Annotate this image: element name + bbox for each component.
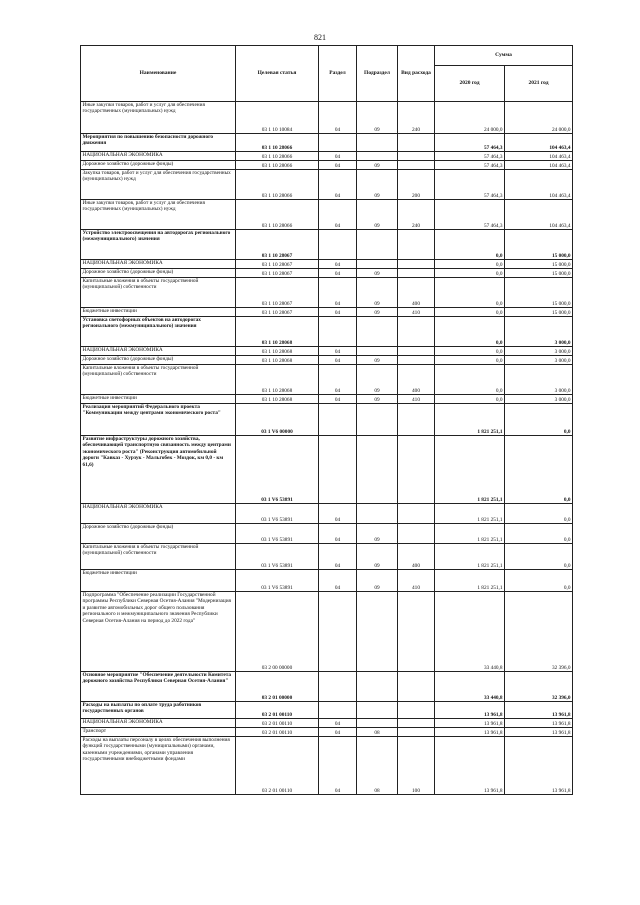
row-article: 03 2 01 00110 xyxy=(236,737,319,795)
row-expense-type xyxy=(398,436,435,504)
row-section: 04 xyxy=(319,347,357,356)
row-expense-type xyxy=(398,356,435,365)
row-amount-2020: 0,0 xyxy=(435,278,505,308)
row-expense-type xyxy=(398,230,435,260)
row-amount-2020: 57 464,3 xyxy=(435,152,505,161)
row-name: Дорожное хозяйство (дорожные фонды) xyxy=(81,269,236,278)
row-article: 03 1 V6 00000 xyxy=(236,404,319,436)
row-amount-2021: 24 000,0 xyxy=(505,102,573,134)
row-name: Основное мероприятие "Обеспечение деятельности Комитета дорожного хозяйства Республики Северная Осетия-Алания" xyxy=(81,672,236,702)
row-expense-type xyxy=(398,260,435,269)
row-expense-type: 100 xyxy=(398,737,435,795)
row-section xyxy=(319,702,357,719)
header-sum: Сумма xyxy=(435,46,573,66)
row-expense-type: 410 xyxy=(398,395,435,404)
row-section: 04 xyxy=(319,395,357,404)
row-subsection: 09 xyxy=(357,278,398,308)
header-section: Раздел xyxy=(319,46,357,102)
row-amount-2021: 15 000,0 xyxy=(505,308,573,317)
row-amount-2021: 0,0 xyxy=(505,570,573,592)
row-name: Установка светофорных объектов на автодорогах регионального (межмуниципального) значения xyxy=(81,317,236,347)
page-number: 821 xyxy=(314,33,326,42)
row-article: 03 1 10 10084 xyxy=(236,102,319,134)
row-amount-2020: 57 464,3 xyxy=(435,161,505,170)
row-amount-2020: 33 440,8 xyxy=(435,592,505,672)
row-amount-2020: 24 000,0 xyxy=(435,102,505,134)
table-row xyxy=(81,395,573,404)
row-article: 03 2 01 00110 xyxy=(236,728,319,737)
row-subsection: 08 xyxy=(357,728,398,737)
row-section xyxy=(319,592,357,672)
row-amount-2020: 57 464,3 xyxy=(435,200,505,230)
row-amount-2021: 0,0 xyxy=(505,404,573,436)
row-subsection: 09 xyxy=(357,102,398,134)
row-subsection: 09 xyxy=(357,161,398,170)
row-amount-2021: 0,0 xyxy=(505,504,573,524)
table-row xyxy=(81,356,573,365)
row-amount-2020: 0,0 xyxy=(435,308,505,317)
row-article: 03 2 01 00000 xyxy=(236,672,319,702)
row-article: 03 1 V6 53891 xyxy=(236,524,319,544)
row-expense-type xyxy=(398,404,435,436)
row-amount-2020: 0,0 xyxy=(435,260,505,269)
row-amount-2021: 3 000,0 xyxy=(505,317,573,347)
row-article: 03 1 10 28067 xyxy=(236,269,319,278)
row-article: 03 1 10 28066 xyxy=(236,200,319,230)
table-row xyxy=(81,728,573,737)
table-body xyxy=(81,102,573,795)
row-amount-2020: 13 961,8 xyxy=(435,702,505,719)
row-amount-2020: 0,0 xyxy=(435,317,505,347)
row-amount-2021: 3 000,0 xyxy=(505,347,573,356)
row-name: Капитальные вложения в объекты государственной (муниципальной) собственности xyxy=(81,544,236,570)
row-name: Расходы на выплаты по оплате труда работников государственных органов xyxy=(81,702,236,719)
table-row xyxy=(81,570,573,592)
row-subsection xyxy=(357,719,398,728)
row-amount-2020: 1 821 251,1 xyxy=(435,404,505,436)
row-expense-type xyxy=(398,134,435,152)
row-name: НАЦИОНАЛЬНАЯ ЭКОНОМИКА xyxy=(81,347,236,356)
row-amount-2020: 13 961,8 xyxy=(435,719,505,728)
row-amount-2021: 104 463,4 xyxy=(505,170,573,200)
row-name: Расходы на выплаты персоналу в целях обеспечения выполнения функций государственными (муниципальными) органами, казенными учреждениями, органами управления государственными внебюджетными фондами xyxy=(81,737,236,795)
row-section: 04 xyxy=(319,544,357,570)
row-name: НАЦИОНАЛЬНАЯ ЭКОНОМИКА xyxy=(81,260,236,269)
table-row xyxy=(81,702,573,719)
row-subsection: 09 xyxy=(357,269,398,278)
row-amount-2020: 0,0 xyxy=(435,230,505,260)
row-name: Бюджетные инвестиции xyxy=(81,570,236,592)
row-expense-type: 400 xyxy=(398,544,435,570)
row-section xyxy=(319,134,357,152)
row-section: 04 xyxy=(319,152,357,161)
row-expense-type xyxy=(398,524,435,544)
row-article: 03 1 10 28067 xyxy=(236,308,319,317)
row-article: 03 1 V6 53891 xyxy=(236,570,319,592)
row-section xyxy=(319,317,357,347)
row-expense-type: 410 xyxy=(398,308,435,317)
row-amount-2021: 3 000,0 xyxy=(505,356,573,365)
row-amount-2020: 0,0 xyxy=(435,269,505,278)
table-row xyxy=(81,152,573,161)
table-row xyxy=(81,347,573,356)
row-name: Устройство электроосвещения на автодорогах регионального (межмуниципального) значения xyxy=(81,230,236,260)
row-article: 03 1 10 28066 xyxy=(236,134,319,152)
row-name: НАЦИОНАЛЬНАЯ ЭКОНОМИКА xyxy=(81,504,236,524)
row-subsection xyxy=(357,152,398,161)
table-row xyxy=(81,230,573,260)
table-row xyxy=(81,308,573,317)
row-amount-2021: 32 396,0 xyxy=(505,672,573,702)
table-row xyxy=(81,719,573,728)
row-amount-2020: 0,0 xyxy=(435,356,505,365)
row-expense-type: 410 xyxy=(398,570,435,592)
table-row xyxy=(81,504,573,524)
row-subsection: 09 xyxy=(357,524,398,544)
row-name: Транспорт xyxy=(81,728,236,737)
row-amount-2020: 13 961,8 xyxy=(435,737,505,795)
row-amount-2020: 1 821 251,1 xyxy=(435,524,505,544)
row-article: 03 1 10 28066 xyxy=(236,152,319,161)
row-amount-2021: 15 000,0 xyxy=(505,230,573,260)
row-section: 04 xyxy=(319,260,357,269)
row-amount-2021: 13 961,8 xyxy=(505,737,573,795)
row-subsection: 09 xyxy=(357,570,398,592)
row-expense-type: 240 xyxy=(398,102,435,134)
table-row xyxy=(81,170,573,200)
row-article: 03 1 10 28067 xyxy=(236,278,319,308)
row-subsection xyxy=(357,317,398,347)
header-article: Целевая статья xyxy=(236,46,319,102)
header-expense-type: Вид расхода xyxy=(398,46,435,102)
row-article: 03 1 10 28068 xyxy=(236,317,319,347)
table-row xyxy=(81,102,573,134)
table-row xyxy=(81,200,573,230)
row-subsection: 09 xyxy=(357,308,398,317)
table-row xyxy=(81,365,573,395)
row-subsection xyxy=(357,592,398,672)
row-expense-type xyxy=(398,347,435,356)
row-expense-type: 240 xyxy=(398,200,435,230)
row-subsection xyxy=(357,230,398,260)
row-name: Реализация мероприятий Федерального проекта "Коммуникации между центрами экономического роста" xyxy=(81,404,236,436)
row-subsection: 09 xyxy=(357,356,398,365)
row-article: 03 1 V6 53891 xyxy=(236,504,319,524)
table-row xyxy=(81,524,573,544)
table-row xyxy=(81,737,573,795)
row-subsection xyxy=(357,436,398,504)
row-amount-2020: 57 464,3 xyxy=(435,170,505,200)
row-section xyxy=(319,404,357,436)
row-name: Иные закупки товаров, работ и услуг для обеспечения государственных (муниципальных) нужд xyxy=(81,102,236,134)
row-name: Дорожное хозяйство (дорожные фонды) xyxy=(81,356,236,365)
row-subsection xyxy=(357,347,398,356)
row-amount-2021: 104 463,4 xyxy=(505,134,573,152)
row-section xyxy=(319,672,357,702)
row-article: 03 1 10 28068 xyxy=(236,365,319,395)
row-subsection xyxy=(357,702,398,719)
row-expense-type xyxy=(398,702,435,719)
table-row xyxy=(81,161,573,170)
row-amount-2020: 0,0 xyxy=(435,365,505,395)
table-row xyxy=(81,317,573,347)
row-amount-2021: 104 463,4 xyxy=(505,161,573,170)
row-name: Бюджетные инвестиции xyxy=(81,395,236,404)
row-name: Иные закупки товаров, работ и услуг для обеспечения государственных (муниципальных) нужд xyxy=(81,200,236,230)
row-article: 03 2 01 00110 xyxy=(236,702,319,719)
row-subsection xyxy=(357,672,398,702)
row-expense-type xyxy=(398,672,435,702)
table-row xyxy=(81,672,573,702)
row-subsection xyxy=(357,404,398,436)
row-article: 03 1 10 28066 xyxy=(236,170,319,200)
row-subsection: 09 xyxy=(357,200,398,230)
row-name: Развитие инфраструктуры дорожного хозяйства, обеспечивающей транспортную связанность между центрами экономического роста" (Реконструкция автомобильной дороги "Кавказ - Хурзук - Мальгобек - Моздок, км 0,0 - км 61,6) xyxy=(81,436,236,504)
table-row xyxy=(81,269,573,278)
row-expense-type: 200 xyxy=(398,170,435,200)
row-name: Капитальные вложения в объекты государственной (муниципальной) собственности xyxy=(81,278,236,308)
table-row xyxy=(81,544,573,570)
row-expense-type xyxy=(398,719,435,728)
row-amount-2020: 1 821 251,1 xyxy=(435,436,505,504)
row-name: Дорожное хозяйство (дорожные фонды) xyxy=(81,524,236,544)
row-expense-type xyxy=(398,317,435,347)
row-section: 04 xyxy=(319,278,357,308)
row-section: 04 xyxy=(319,728,357,737)
row-amount-2021: 0,0 xyxy=(505,436,573,504)
row-section: 04 xyxy=(319,356,357,365)
row-article: 03 1 10 28068 xyxy=(236,356,319,365)
row-name: Дорожное хозяйство (дорожные фонды) xyxy=(81,161,236,170)
row-subsection: 09 xyxy=(357,395,398,404)
row-name: НАЦИОНАЛЬНАЯ ЭКОНОМИКА xyxy=(81,152,236,161)
row-article: 03 1 10 28067 xyxy=(236,260,319,269)
row-amount-2020: 1 821 251,1 xyxy=(435,504,505,524)
row-subsection xyxy=(357,504,398,524)
row-section: 04 xyxy=(319,524,357,544)
row-amount-2021: 15 000,0 xyxy=(505,260,573,269)
row-section: 04 xyxy=(319,719,357,728)
row-subsection: 08 xyxy=(357,737,398,795)
header-year-2021: 2021 год xyxy=(505,66,573,102)
row-amount-2021: 104 463,4 xyxy=(505,152,573,161)
row-subsection: 09 xyxy=(357,365,398,395)
row-subsection xyxy=(357,260,398,269)
row-amount-2021: 15 000,0 xyxy=(505,269,573,278)
table-row xyxy=(81,260,573,269)
row-amount-2020: 13 961,8 xyxy=(435,728,505,737)
row-section: 04 xyxy=(319,170,357,200)
row-subsection xyxy=(357,134,398,152)
row-article: 03 1 10 28068 xyxy=(236,347,319,356)
row-article: 03 1 10 28067 xyxy=(236,230,319,260)
header-name: Наименование xyxy=(81,46,236,102)
row-amount-2020: 0,0 xyxy=(435,347,505,356)
row-article: 03 1 10 28066 xyxy=(236,161,319,170)
row-subsection: 09 xyxy=(357,544,398,570)
row-amount-2021: 13 961,8 xyxy=(505,719,573,728)
row-name: Закупка товаров, работ и услуг для обеспечения государственных (муниципальных) нужд xyxy=(81,170,236,200)
row-section: 04 xyxy=(319,570,357,592)
row-amount-2020: 57 464,3 xyxy=(435,134,505,152)
header-year-2020: 2020 год xyxy=(435,66,505,102)
row-amount-2021: 0,0 xyxy=(505,524,573,544)
row-amount-2021: 3 000,0 xyxy=(505,365,573,395)
row-name: НАЦИОНАЛЬНАЯ ЭКОНОМИКА xyxy=(81,719,236,728)
row-expense-type xyxy=(398,152,435,161)
row-section xyxy=(319,230,357,260)
table-row xyxy=(81,404,573,436)
row-expense-type: 400 xyxy=(398,365,435,395)
row-article: 03 1 V6 53891 xyxy=(236,436,319,504)
row-name: Бюджетные инвестиции xyxy=(81,308,236,317)
row-section: 04 xyxy=(319,365,357,395)
row-amount-2021: 104 463,4 xyxy=(505,200,573,230)
row-article: 03 1 V6 53891 xyxy=(236,544,319,570)
row-amount-2020: 1 821 251,1 xyxy=(435,570,505,592)
row-amount-2020: 1 821 251,1 xyxy=(435,544,505,570)
row-amount-2021: 32 396,0 xyxy=(505,592,573,672)
row-amount-2021: 0,0 xyxy=(505,544,573,570)
row-expense-type xyxy=(398,161,435,170)
row-article: 03 1 10 28068 xyxy=(236,395,319,404)
row-name: Мероприятия по повышению безопасности дорожного движения xyxy=(81,134,236,152)
row-amount-2021: 13 961,8 xyxy=(505,702,573,719)
row-expense-type: 400 xyxy=(398,278,435,308)
row-expense-type xyxy=(398,592,435,672)
row-expense-type xyxy=(398,269,435,278)
row-section: 04 xyxy=(319,504,357,524)
row-section: 04 xyxy=(319,269,357,278)
row-section: 04 xyxy=(319,102,357,134)
row-section: 04 xyxy=(319,200,357,230)
row-name: Капитальные вложения в объекты государственной (муниципальной) собственности xyxy=(81,365,236,395)
row-amount-2021: 13 961,8 xyxy=(505,728,573,737)
row-article: 03 2 01 00110 xyxy=(236,719,319,728)
header-subsection: Подраздел xyxy=(357,46,398,102)
budget-table xyxy=(80,45,573,795)
table-row xyxy=(81,278,573,308)
row-section: 04 xyxy=(319,737,357,795)
row-expense-type xyxy=(398,728,435,737)
row-amount-2020: 33 440,8 xyxy=(435,672,505,702)
row-name: Подпрограмма "Обеспечение реализации Государственной программы Республики Северная Осетия-Алания "Модернизация и развитие автомобильных дорог общего пользования регионального и межмуниципального значения Республики Северная Осетия-Алания на период до 2022 года" xyxy=(81,592,236,672)
table-header xyxy=(81,46,573,102)
row-expense-type xyxy=(398,504,435,524)
row-section xyxy=(319,436,357,504)
row-article: 03 2 00 00000 xyxy=(236,592,319,672)
row-amount-2020: 0,0 xyxy=(435,395,505,404)
table-row xyxy=(81,134,573,152)
row-section: 04 xyxy=(319,308,357,317)
row-section: 04 xyxy=(319,161,357,170)
row-amount-2021: 3 000,0 xyxy=(505,395,573,404)
table-row xyxy=(81,436,573,504)
row-amount-2021: 15 000,0 xyxy=(505,278,573,308)
table-row xyxy=(81,592,573,672)
row-subsection: 09 xyxy=(357,170,398,200)
